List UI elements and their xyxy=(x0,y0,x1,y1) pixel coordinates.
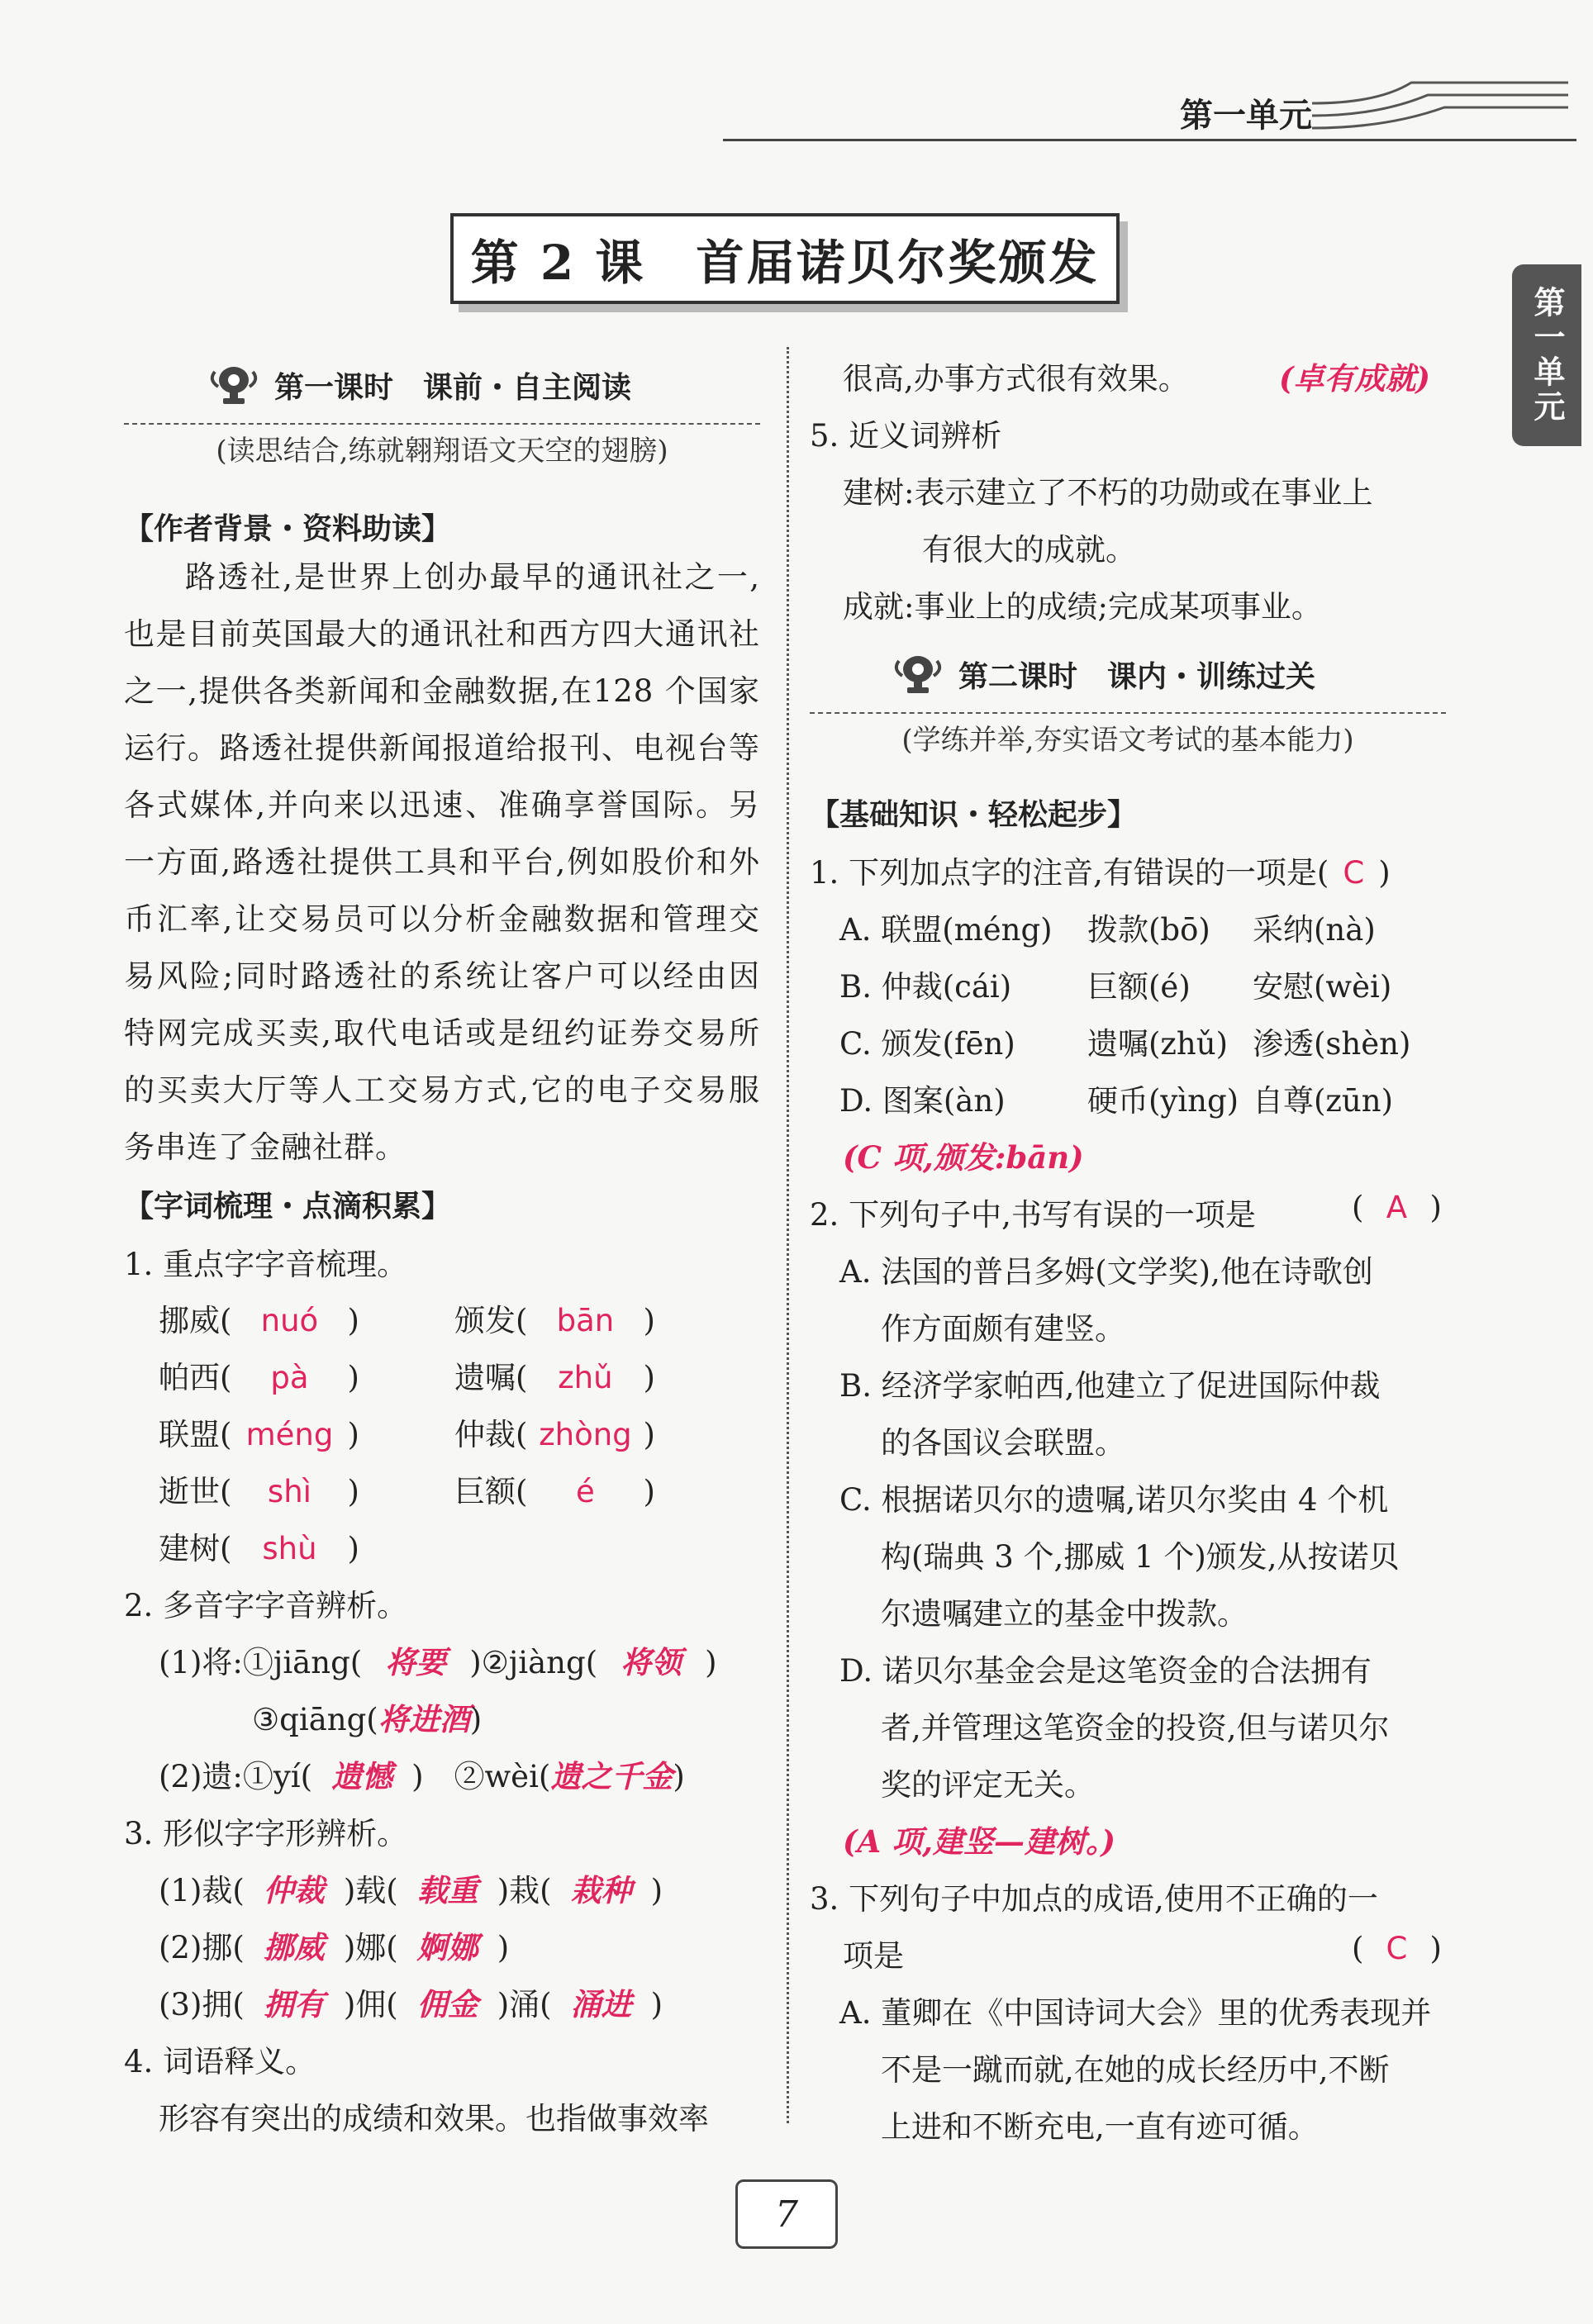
mc2-explanation: (A 项,建竖—建树。) xyxy=(843,1823,1115,1860)
pinyin-row: 颁发( bān ) xyxy=(454,1303,655,1338)
lesson1-title: 第一课时 课前・自主阅读 xyxy=(274,370,632,405)
dash-rule xyxy=(810,712,1446,714)
pinyin-row: 遗嘱( zhǔ ) xyxy=(454,1360,655,1395)
mc2-option-d-cont: 奖的评定无关。 xyxy=(881,1767,1095,1803)
header-rule xyxy=(723,139,1576,141)
unit-side-tab: 第一单元 xyxy=(1512,264,1581,446)
section-head-lesson2 xyxy=(892,653,1315,696)
pinyin-row: 逝世( shì ) xyxy=(159,1474,359,1509)
question-1: 1. 重点字字音梳理。 xyxy=(124,1247,408,1282)
column-divider xyxy=(787,347,789,2123)
question-5: 5. 近义词辨析 xyxy=(810,418,1002,454)
synonym-b: 成就:事业上的成绩;完成某项事业。 xyxy=(843,589,1322,625)
basic-knowledge-heading: 【基础知识・轻松起步】 xyxy=(810,798,1138,832)
header-decoration-lines xyxy=(1312,66,1568,140)
mc-question-3-cont: 项是 xyxy=(843,1938,904,1974)
question-4-text: 形容有突出的成绩和效果。也指做事效率 xyxy=(159,2101,709,2136)
mc-question-3: 3. 下列句子中加点的成语,使用不正确的一 xyxy=(810,1881,1378,1917)
dash-rule xyxy=(124,423,760,425)
trophy-icon xyxy=(892,653,944,696)
mc1-option-c: C. 颁发(fēn) 遗嘱(zhǔ) 渗透(shèn) xyxy=(839,1026,1411,1062)
mc2-option-a: A. 法国的普吕多姆(文学奖),他在诗歌创 xyxy=(839,1254,1373,1290)
mc2-option-c-cont: 构(瑞典 3 个,挪威 1 个)颁发,从按诺贝 xyxy=(881,1539,1400,1575)
mc2-option-c: C. 根据诺贝尔的遗嘱,诺贝尔奖由 4 个机 xyxy=(839,1482,1389,1518)
mc2-option-d-cont: 者,并管理这笔资金的投资,但与诺贝尔 xyxy=(881,1710,1390,1746)
mc1-option-b: B. 仲裁(cái) 巨额(é) 安慰(wèi) xyxy=(839,969,1392,1005)
mc2-option-c-cont: 尔遗嘱建立的基金中拨款。 xyxy=(881,1596,1248,1632)
question-3: 3. 形似字字形辨析。 xyxy=(124,1816,408,1851)
lesson1-note: (读思结合,练就翱翔语文天空的翅膀) xyxy=(216,435,668,468)
mc3-option-a-cont: 上进和不断充电,一直有迹可循。 xyxy=(881,2109,1319,2145)
glyph-row: (3)拥( 拥有 )佣( 佣金 )涌( 涌进 ) xyxy=(159,1986,663,2022)
question-4-answer: (卓有成就) xyxy=(1279,360,1431,397)
question-4-continued: 很高,办事方式很有效果。 xyxy=(843,361,1189,397)
lesson-title: 第 2 课 首届诺贝尔奖颁发 xyxy=(450,213,1120,304)
unit-header: 第一单元 xyxy=(1180,97,1312,135)
mc1-option-a: A. 联盟(méng) 拨款(bō) 采纳(nà) xyxy=(839,912,1376,948)
lesson2-title: 第二课时 课内・训练过关 xyxy=(958,659,1316,694)
mc3-option-a: A. 董卿在《中国诗词大会》里的优秀表现并 xyxy=(839,1995,1432,2031)
mc2-option-d: D. 诺贝尔基金会是这笔资金的合法拥有 xyxy=(839,1653,1372,1689)
author-paragraph: 路透社,是世界上创办最早的通讯社之一,也是目前英国最大的通讯社和西方四大通讯社之一,提供各类新闻和金融数据,在128 个国家运行。路透社提供新闻报道给报刊、电视台等各式媒体,并向来以迅速、准确享誉国际。另一方面,路透社提供工具和平台,例如股价和外币汇率,让交易员可以分析金融数据和管理交易风险;同时路透社的系统让客户可以经由因特网完成买卖,取代电话或是纽约证券交易所的买卖大厅等人工交易方式,它的电子交易服务串连了金融社群。 xyxy=(124,559,760,1165)
pinyin-row: 建树( shù ) xyxy=(159,1531,359,1566)
mc2-answer: ( A ) xyxy=(1352,1190,1442,1225)
synonym-a-cont: 有很大的成就。 xyxy=(922,532,1136,568)
glyph-row: (1)裁( 仲裁 )载( 载重 )栽( 栽种 ) xyxy=(159,1872,663,1908)
section-head-lesson1 xyxy=(208,364,631,406)
author-background-heading: 【作者背景・资料助读】 xyxy=(124,512,452,546)
page-number: 7 xyxy=(735,2179,838,2249)
question-4: 4. 词语释义。 xyxy=(124,2044,316,2079)
mc-question-1: 1. 下列加点字的注音,有错误的一项是( C ) xyxy=(810,855,1391,891)
mc1-option-d: D. 图案(àn) 硬币(yìng) 自尊(zūn) xyxy=(839,1083,1394,1119)
mc2-option-b: B. 经济学家帕西,他建立了促进国际仲裁 xyxy=(839,1368,1381,1404)
mc2-option-b-cont: 的各国议会联盟。 xyxy=(881,1425,1125,1461)
polyphone-row: (1)将:①jiāng( 将要 )②jiàng( 将领 ) xyxy=(159,1644,717,1680)
mc1-explanation: (C 项,颁发:bān) xyxy=(843,1139,1084,1176)
mc3-option-a-cont: 不是一蹴而就,在她的成长经历中,不断 xyxy=(881,2052,1390,2088)
mc-question-2: 2. 下列句子中,书写有误的一项是 xyxy=(810,1197,1256,1233)
pinyin-row: 巨额( é ) xyxy=(454,1474,655,1509)
question-2: 2. 多音字字音辨析。 xyxy=(124,1588,408,1623)
synonym-a: 建树:表示建立了不朽的功勋或在事业上 xyxy=(843,475,1373,511)
pinyin-row: 挪威( nuó ) xyxy=(159,1303,359,1338)
polyphone-row: (2)遗:①yí( 遗憾 ) ②wèi(遗之千金) xyxy=(159,1758,685,1794)
pinyin-row: 帕西( pà ) xyxy=(159,1360,359,1395)
lesson2-note: (学练并举,夯实语文考试的基本能力) xyxy=(901,724,1354,757)
trophy-icon xyxy=(208,364,259,406)
pinyin-row: 仲裁( zhòng ) xyxy=(454,1417,655,1452)
glyph-row: (2)挪( 挪威 )娜( 婀娜 ) xyxy=(159,1929,510,1965)
polyphone-row: ③qiāng(将进酒) xyxy=(252,1701,483,1737)
pinyin-row: 联盟( méng ) xyxy=(159,1417,359,1452)
words-heading: 【字词梳理・点滴积累】 xyxy=(124,1190,452,1224)
mc2-option-a-cont: 作方面颇有建竖。 xyxy=(881,1311,1125,1347)
mc3-answer: ( C ) xyxy=(1352,1931,1442,1966)
